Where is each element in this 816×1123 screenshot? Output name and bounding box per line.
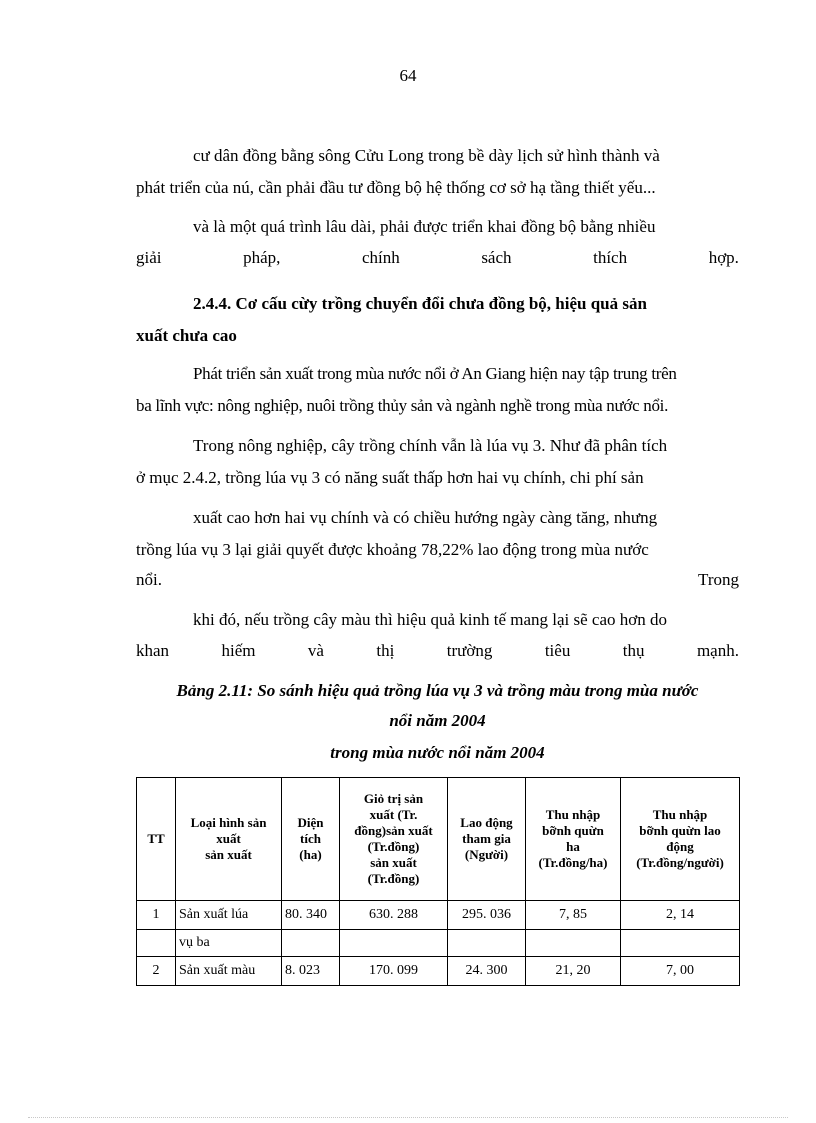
cell-lao-dong	[448, 930, 526, 957]
cell-gia-tri: 630. 288	[340, 901, 448, 930]
table-row	[137, 930, 740, 957]
paragraph-line: ở mục 2.4.2, trồng lúa vụ 3 có năng suất thấp hơn hai vụ chính, chi phí sản	[136, 468, 644, 487]
paragraph-line: Trong nông nghiệp, cây trồng chính vẫn là lúa vụ 3. Như đã phân tích	[193, 436, 668, 455]
header-lao-dong: Lao động tham gia (Người)	[448, 778, 526, 901]
cell-tt: 1	[137, 901, 176, 930]
cell-tt: 2	[137, 957, 176, 986]
header-thu-nhap-ha: Thu nhập bỡnh quừn ha (Tr.đồng/ha)	[526, 778, 621, 901]
table-caption: Bảng 2.11: So sánh hiệu quả trồng lúa vụ 3 và trồng màu trong mùa nước	[176, 681, 699, 700]
table-header-row	[137, 778, 740, 901]
word: thích	[593, 248, 628, 267]
header-tt: TT	[137, 778, 176, 901]
paragraph-line	[136, 570, 739, 590]
paragraph-line: ba lĩnh vực: nông nghiệp, nuôi trồng thủy sản và ngành nghề trong mùa nước nổi.	[136, 396, 669, 415]
cell-thu-nhap-ha	[526, 930, 621, 957]
word: chính	[361, 248, 400, 267]
paragraph-line: và là một quá trình lâu dài, phải được triển khai đồng bộ bằng nhiều	[193, 217, 656, 236]
cell-tt	[137, 930, 176, 957]
table-caption: trong mùa nước nổi năm 2004	[330, 743, 545, 762]
word: thụ	[622, 641, 645, 660]
paragraph-line: trồng lúa vụ 3 lại giải quyết được khoảng 78,22% lao động trong mùa nước	[136, 540, 649, 559]
cell-thu-nhap-lao-dong: 7, 00	[621, 957, 740, 986]
cell-thu-nhap-ha: 7, 85	[526, 901, 621, 930]
cell-thu-nhap-ha: 21, 20	[526, 957, 621, 986]
word: giải	[136, 248, 162, 267]
table-row	[137, 957, 740, 986]
paragraph-line: cư dân đồng bằng sông Cửu Long trong bề dày lịch sử hình thành và	[193, 146, 660, 165]
section-heading: 2.4.4. Cơ cấu cừy trồng chuyển đổi chưa đồng bộ, hiệu quả sản	[193, 294, 647, 313]
cell-lao-dong: 295. 036	[448, 901, 526, 930]
cell-dien-tich	[282, 930, 340, 957]
comparison-table	[136, 777, 740, 986]
header-gia-tri: Giỏ trị sản xuất (Tr. đồng)sản xuất (Tr.đồng) sản xuất (Tr.đồng)	[340, 778, 448, 901]
paragraph-line: khi đó, nếu trồng cây màu thì hiệu quả kinh tế mang lại sẽ cao hơn do	[193, 610, 668, 629]
word: Trong	[698, 570, 739, 589]
cell-lao-dong: 24. 300	[448, 957, 526, 986]
word: sách	[481, 248, 512, 267]
cell-loai: vụ ba	[176, 930, 282, 957]
header-dien-tich: Diện tích (ha)	[282, 778, 340, 901]
word: nổi.	[136, 570, 162, 589]
word: hợp.	[708, 248, 739, 267]
cell-loai: Sản xuất màu	[176, 957, 282, 986]
header-thu-nhap-lao-dong: Thu nhập bỡnh quừn lao động (Tr.đồng/người)	[621, 778, 740, 901]
word: trường	[446, 641, 493, 660]
word: pháp,	[243, 248, 281, 267]
page-number: 64	[399, 66, 417, 85]
cell-loai: Sản xuất lúa	[176, 901, 282, 930]
cell-thu-nhap-lao-dong	[621, 930, 740, 957]
cell-gia-tri: 170. 099	[340, 957, 448, 986]
header-loai-hinh: Loại hình sản xuất sản xuất	[176, 778, 282, 901]
cell-gia-tri	[340, 930, 448, 957]
word: hiếm	[221, 641, 256, 660]
word: tiêu	[544, 641, 571, 660]
table-caption: nổi năm 2004	[389, 711, 486, 730]
word: và	[307, 641, 324, 660]
word: thị	[376, 641, 395, 660]
page-bottom-dotted-line	[28, 1117, 788, 1118]
paragraph-line	[136, 248, 739, 268]
section-heading-cont: xuất chưa cao	[136, 326, 237, 345]
cell-dien-tich: 8. 023	[282, 957, 340, 986]
table-row	[137, 901, 740, 930]
paragraph-line: xuất cao hơn hai vụ chính và có chiều hướng ngày càng tăng, nhưng	[193, 508, 658, 527]
paragraph-line: Phát triển sản xuất trong mùa nước nổi ở An Giang hiện nay tập trung trên	[193, 364, 677, 383]
cell-dien-tich: 80. 340	[282, 901, 340, 930]
cell-thu-nhap-lao-dong: 2, 14	[621, 901, 740, 930]
word: mạnh.	[696, 641, 739, 660]
paragraph-line	[136, 641, 739, 661]
paragraph-line: phát triển của nú, cần phải đầu tư đồng bộ hệ thống cơ sở hạ tầng thiết yếu...	[136, 178, 656, 197]
word: khan	[136, 641, 170, 660]
